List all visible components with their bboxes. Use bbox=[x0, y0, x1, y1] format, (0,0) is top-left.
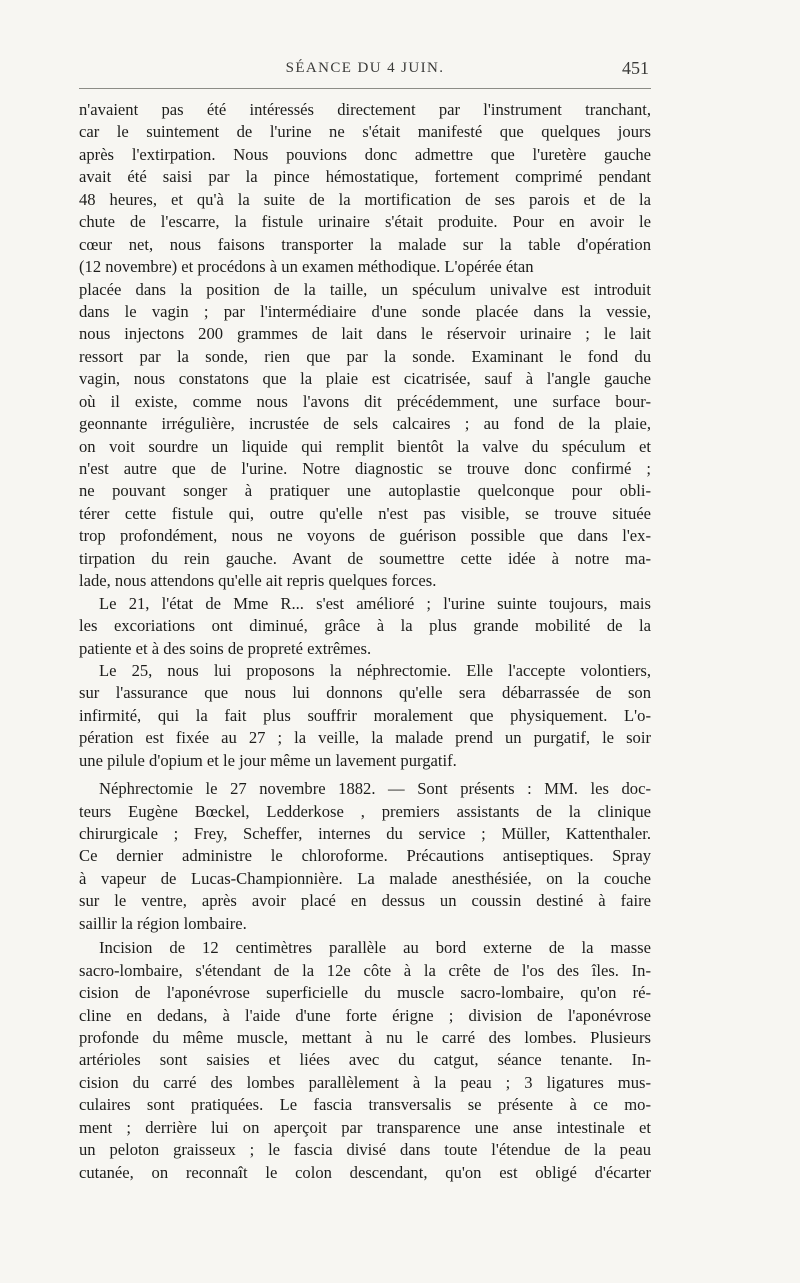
page-number: 451 bbox=[622, 58, 649, 78]
text-line: où il existe, comme nous l'avons dit précédemment, une surface bour- bbox=[79, 391, 651, 411]
text-line: sur le ventre, après avoir placé en dessus un coussin destiné à faire bbox=[79, 891, 651, 911]
text-line: n'est autre que de l'urine. Notre diagnostic se trouve donc confirmé ; bbox=[79, 459, 651, 478]
text-line: placée dans la position de la taille, un spéculum univalve est introduit bbox=[79, 279, 651, 299]
text-line: pération est fixée au 27 ; la veille, la malade prend un purgatif, le soir bbox=[79, 728, 651, 748]
text-line: cision de l'aponévrose superficielle du muscle sacro-lombaire, qu'on ré- bbox=[79, 983, 651, 1003]
text-line: artérioles sont saisies et liées avec du catgut, séance tenante. In- bbox=[79, 1050, 651, 1070]
running-head: SÉANCE DU 4 JUIN. bbox=[285, 60, 445, 76]
text-line: après l'extirpation. Nous pouvions donc admettre que l'uretère gauche bbox=[79, 144, 651, 164]
text-line: ne pouvant songer à pratiquer une autoplastie quelconque pour obli- bbox=[79, 481, 651, 501]
text-line: Ce dernier administre le chloroforme. Précautions antiseptiques. Spray bbox=[79, 846, 651, 866]
text-line: profonde du même muscle, mettant à nu le carré des lombes. Plusieurs bbox=[79, 1027, 651, 1047]
text-line: saillir la région lombaire. bbox=[79, 913, 247, 933]
text-line: les excoriations ont diminué, grâce à la plus grande mobilité de la bbox=[79, 616, 651, 636]
text-line: cision du carré des lombes parallèlement à la peau ; 3 ligatures mus- bbox=[79, 1072, 651, 1092]
text-line: culaires sont pratiquées. Le fascia transversalis se présente à ce mo- bbox=[79, 1095, 651, 1115]
text-line: un peloton graisseux ; le fascia divisé dans toute l'étendue de la peau bbox=[79, 1140, 651, 1160]
text-line: geonnante irrégulière, incrustée de sels calcaires ; au fond de la plaie, bbox=[79, 414, 651, 434]
text-line: trop profondément, nous ne voyons de guérison possible que dans l'ex- bbox=[79, 526, 651, 546]
text-line: ressort par la sonde, rien que par la sonde. Examinant le fond du bbox=[79, 346, 651, 366]
text-line: tirpation du rein gauche. Avant de soumettre cette idée à notre ma- bbox=[79, 548, 651, 568]
text-line: vagin, nous constatons que la plaie est cicatrisée, sauf à l'angle gauche bbox=[79, 369, 651, 389]
text-line: 48 heures, et qu'à la suite de la mortification de ses parois et de la bbox=[79, 189, 651, 209]
text-line: cline en dedans, à l'aide d'une forte érigne ; division de l'aponévrose bbox=[79, 1005, 651, 1025]
text-line: sur l'assurance que nous lui donnons qu'elle sera débarrassée de son bbox=[79, 683, 651, 703]
text-line: teurs Eugène Bœckel, Ledderkose , premiers assistants de la clinique bbox=[79, 801, 651, 821]
text-line: lade, nous attendons qu'elle ait repris quelques forces. bbox=[79, 571, 437, 591]
text-line: patiente et à des soins de propreté extrêmes. bbox=[79, 638, 372, 658]
text-line: Incision de 12 centimètres parallèle au bord externe de la masse bbox=[99, 938, 651, 958]
text-line: chirurgicale ; Frey, Scheffer, internes du service ; Müller, Kattenthaler. bbox=[79, 824, 651, 843]
text-line: infirmité, qui la fait plus souffrir moralement que physiquement. L'o- bbox=[79, 705, 651, 725]
text-line: cœur net, nous faisons transporter la malade sur la table d'opération bbox=[79, 234, 651, 254]
text-line: (12 novembre) et procédons à un examen méthodique. L'opérée étan bbox=[79, 257, 534, 277]
text-line: car le suintement de l'urine ne s'était manifesté que quelques jours bbox=[79, 122, 651, 142]
text-line: une pilule d'opium et le jour même un lavement purgatif. bbox=[79, 750, 457, 770]
text-line: n'avaient pas été intéressés directement par l'instrument tranchant, bbox=[79, 100, 651, 119]
text-line: térer cette fistule qui, outre qu'elle n'est pas visible, se trouve située bbox=[79, 503, 651, 523]
text-line: à vapeur de Lucas-Championnière. La malade anesthésiée, on la couche bbox=[79, 868, 651, 888]
text-line: chute de l'escarre, la fistule urinaire s'était produite. Pour en avoir le bbox=[79, 212, 651, 232]
text-line: cutanée, on reconnaît le colon descendant, qu'on est obligé d'écarter bbox=[79, 1162, 651, 1182]
text-line: avait été saisi par la pince hémostatique, fortement comprimé pendant bbox=[79, 167, 651, 187]
text-line: Néphrectomie le 27 novembre 1882. — Sont présents : MM. les doc- bbox=[99, 779, 651, 799]
body-text bbox=[79, 99, 651, 1184]
text-line: nous injectons 200 grammes de lait dans le réservoir urinaire ; le lait bbox=[79, 324, 651, 344]
page-header bbox=[79, 54, 651, 82]
text-line: ment ; derrière lui on aperçoit par transparence une anse intestinale et bbox=[79, 1117, 651, 1137]
text-line: sacro-lombaire, s'étendant de la 12e côte à la crête de l'os des îles. In- bbox=[79, 960, 651, 980]
text-line: Le 21, l'état de Mme R... s'est amélioré ; l'urine suinte toujours, mais bbox=[99, 593, 651, 613]
text-line: on voit sourdre un liquide qui remplit bientôt la valve du spéculum et bbox=[79, 436, 651, 456]
header-divider bbox=[79, 88, 651, 89]
text-line: dans le vagin ; par l'intermédiaire d'une sonde placée dans la vessie, bbox=[79, 301, 651, 321]
text-line: Le 25, nous lui proposons la néphrectomie. Elle l'accepte volontiers, bbox=[99, 660, 651, 680]
